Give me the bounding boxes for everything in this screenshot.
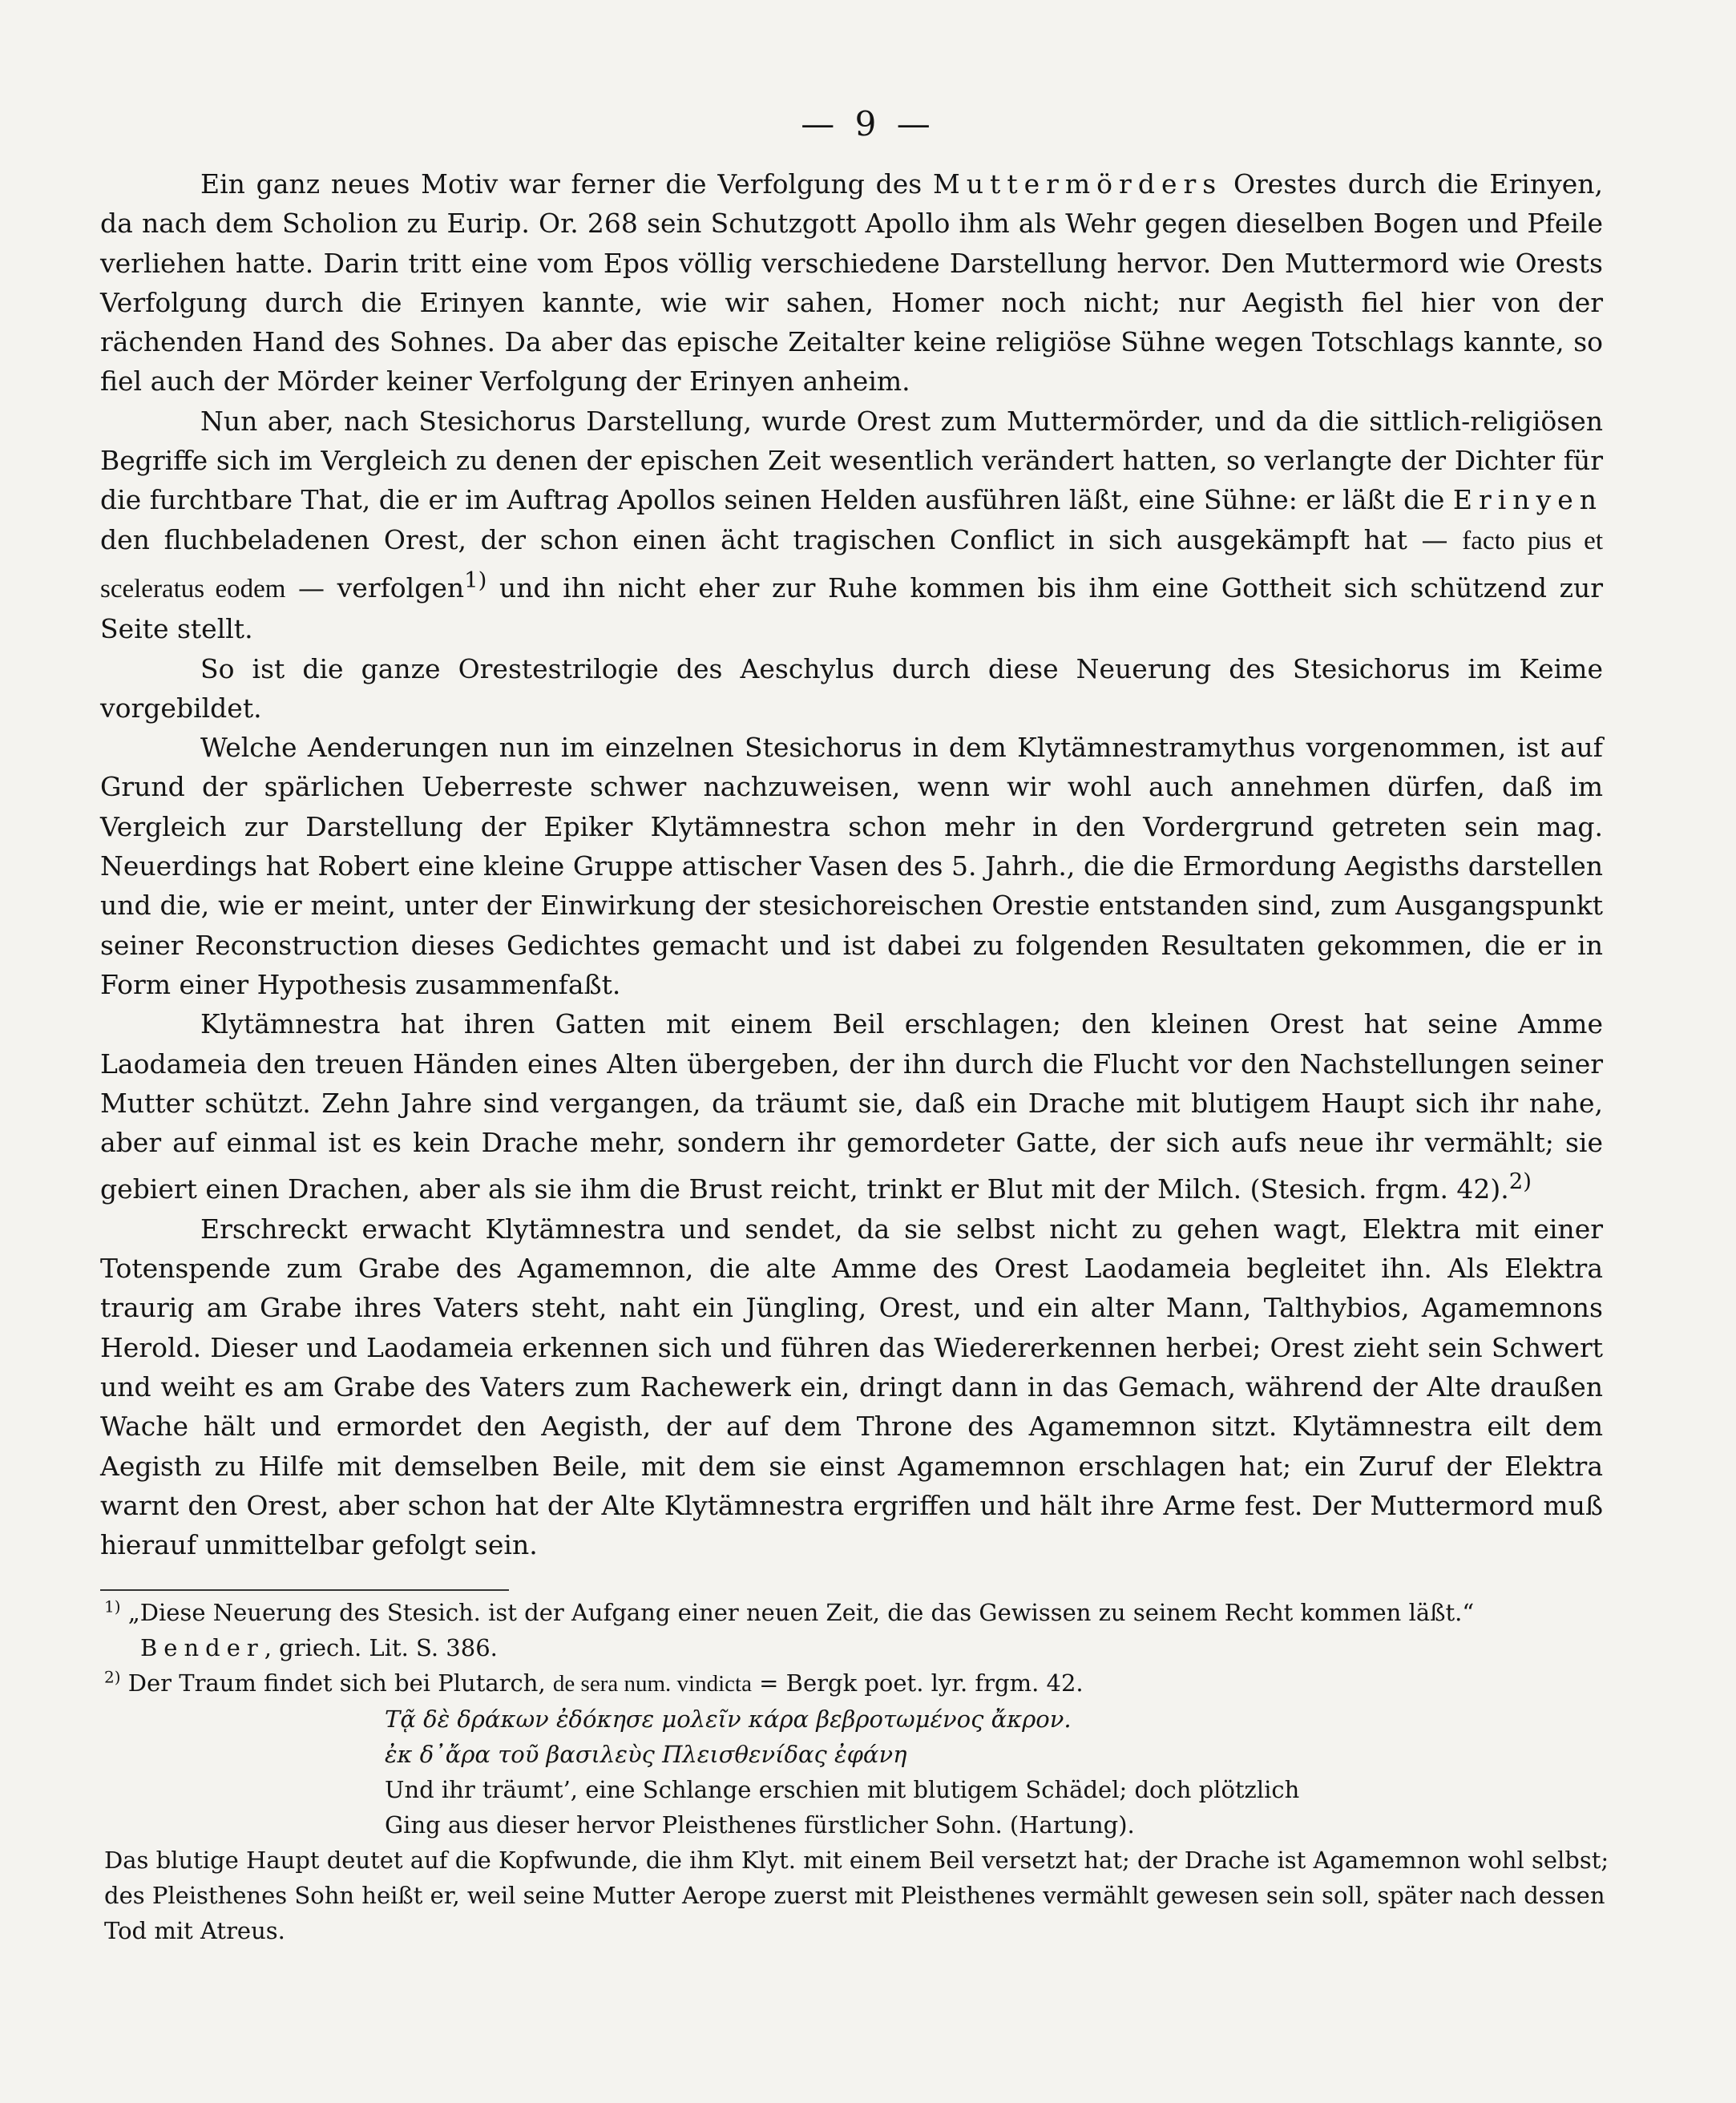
german-translation: Ging aus dieser hervor Pleisthenes fürstlicher Sohn. (Hartung). bbox=[385, 1811, 1135, 1839]
greek-verse: Τᾷ δὲ δράκων ἐδόκησε μολεῖν κάρα βεβροτωμένος ἄκρον. bbox=[385, 1705, 1072, 1733]
spaced-word: Muttermörders bbox=[933, 168, 1223, 200]
paragraph bbox=[100, 402, 1603, 649]
paragraph: Erschreckt erwacht Klytämnestra und sendet, da sie selbst nicht zu gehen wagt, Elektra mit einer Totenspende zum Grabe des Agamemnon, die alte Amme des Orest Laodameia begleitet ihn. Als Elektra traurig am Grabe ihres Vaters steht, naht ein Jüngling, Orest, und ein alter Mann, Talthybios, Agamemnons Herold. Dieser und Laodameia erkennen sich und führen das Wiedererkennen herbei; Orest zieht sein Schwert und weiht es am Grabe des Vaters zum Rachewerk ein, dringt dann in das Gemach, während der Alte draußen Wache hält und ermordet den Aegisth, der auf dem Throne des Agamemnon sitzt. Klytämnestra eilt dem Aegisth zu Hilfe mit demselben Beile, mit dem sie einst Agamemnon erschlagen hat; ein Zuruf der Elektra warnt den Orest, aber schon hat der Alte Klytämnestra ergriffen und hält ihre Arme fest. Der Muttermord muß hierauf unmittelbar gefolgt sein. bbox=[100, 1213, 1603, 1561]
footnote-ref-text: , griech. Lit. S. 386. bbox=[264, 1634, 498, 1661]
footnote-1-source bbox=[104, 1630, 1611, 1665]
latin-title: de sera num. vindicta bbox=[552, 1671, 752, 1697]
paragraph-text: — verfolgen bbox=[285, 571, 465, 603]
greek-verse: ἐκ δ᾽ἄρα τοῦ βασιλεὺς Πλεισθενίδας ἐφάνη bbox=[385, 1741, 907, 1768]
footnote-text: Der Traum findet sich bei Plutarch, bbox=[127, 1669, 546, 1697]
footnote-ref: 2) bbox=[1508, 1169, 1532, 1195]
paragraph bbox=[100, 1004, 1603, 1209]
paragraph bbox=[100, 164, 1603, 402]
page-number: — 9 — bbox=[801, 104, 935, 143]
footnote-mark: 1) bbox=[104, 1596, 121, 1617]
spaced-word: Erinyen bbox=[1452, 484, 1603, 516]
footnote-text: „Diese Neuerung des Stesich. ist der Aufgang einer neuen Zeit, die das Gewissen zu seinem Recht kommen läßt.“ bbox=[127, 1599, 1475, 1626]
latin-quote: facto pius et sceleratus eodem bbox=[100, 526, 1603, 603]
footnotes bbox=[104, 1595, 1611, 1948]
body-text bbox=[100, 164, 1603, 1564]
footnote-text: = Bergk poet. lyr. frgm. 42. bbox=[751, 1669, 1084, 1697]
paragraph: So ist die ganze Orestestrilogie des Aeschylus durch diese Neuerung des Stesichorus im Keime vorgebildet. bbox=[100, 652, 1603, 724]
paragraph-text: Orestes durch die Erinyen, da nach dem Scholion zu Eurip. Or. 268 sein Schutzgott Apollo ihm als Wehr gegen dieselben Bogen und Pfeile verliehen hatte. Darin tritt eine vom Epos völlig verschiedene Darstellung hervor. Den Muttermord wie Orests Verfolgung durch die Erinyen kannte, wie wir sahen, Homer noch nicht; nur Aegisth fiel hier von der rächenden Hand des Sohnes. Da aber das epische Zeitalter keine religiöse Sühne wegen Totschlags kannte, so fiel auch der Mörder keiner Verfolgung der Erinyen anheim. bbox=[100, 168, 1603, 398]
footnote-commentary: Das blutige Haupt deutet auf die Kopfwunde, die ihm Klyt. mit einem Beil versetzt hat; der Drache ist Agamemnon wohl selbst; des Pleisthenes Sohn heißt er, weil seine Mutter Aerope zuerst mit Pleisthenes vermählt gewesen sein soll, später nach dessen Tod mit Atreus. bbox=[104, 1847, 1609, 1944]
footnote-2 bbox=[104, 1665, 1611, 1701]
footnote-ref: 1) bbox=[464, 567, 487, 593]
german-translation: Und ihr träumt’, eine Schlange erschien mit blutigem Schädel; doch plötzlich bbox=[385, 1776, 1300, 1803]
paragraph-text: Klytämnestra hat ihren Gatten mit einem Beil erschlagen; den kleinen Orest hat seine Amme Laodameia den treuen Händen eines Alten übergeben, der ihn durch die Flucht vor den Nachstellungen seiner Mutter schützt. Zehn Jahre sind vergangen, da träumt sie, daß ein Drache mit blutigem Haupt sich ihr nahe, aber auf einmal ist es kein Drache mehr, sondern ihr gemordeter Gatte, der sich aufs neue ihr vermählt; sie gebiert einen Drachen, aber als sie ihm die Brust reicht, trinkt er Blut mit der Milch. (Stesich. frgm. 42). bbox=[100, 1008, 1603, 1205]
paragraph: Welche Aenderungen nun im einzelnen Stesichorus in dem Klytämnestramythus vorgenommen, ist auf Grund der spärlichen Ueberreste schwer nachzuweisen, wenn wir wohl auch annehmen dürfen, daß im Vergleich zur Darstellung der Epiker Klytämnestra schon mehr in den Vordergrund getreten sein mag. Neuerdings hat Robert eine kleine Gruppe attischer Vasen des 5. Jahrh., die die Ermordung Aegisths darstellen und die, wie er meint, unter der Einwirkung der stesichoreischen Orestie entstanden sind, zum Ausgangspunkt seiner Reconstruction dieses Gedichtes gemacht und ist dabei zu folgenden Resultaten gekommen, die er in Form einer Hypothesis zusammenfaßt. bbox=[100, 732, 1603, 1000]
paragraph-text: und ihn nicht eher zur Ruhe kommen bis ihm eine Gottheit sich schützend zur Seite stellt. bbox=[100, 571, 1603, 645]
paragraph-text: Ein ganz neues Motiv war ferner die Verfolgung des bbox=[200, 168, 934, 200]
paragraph-text: den fluchbeladenen Orest, der schon einen ächt tragischen Conflict in sich ausgekämpft hat — bbox=[100, 523, 1448, 555]
footnote-author: Bender bbox=[140, 1634, 264, 1661]
paragraph-text: Nun aber, nach Stesichorus Darstellung, wurde Orest zum Muttermörder, und da die sittlich-religiösen Begriffe sich im Vergleich zu denen der epischen Zeit wesentlich verändert hatten, so verlangte der Dichter für die furchtbare That, die er im Auftrag Apollos seinen Helden ausführen läßt, eine Sühne: er läßt die bbox=[100, 405, 1603, 516]
footnote-1 bbox=[104, 1595, 1611, 1630]
footnote-mark: 2) bbox=[104, 1667, 121, 1687]
footnote-rule bbox=[100, 1589, 509, 1591]
